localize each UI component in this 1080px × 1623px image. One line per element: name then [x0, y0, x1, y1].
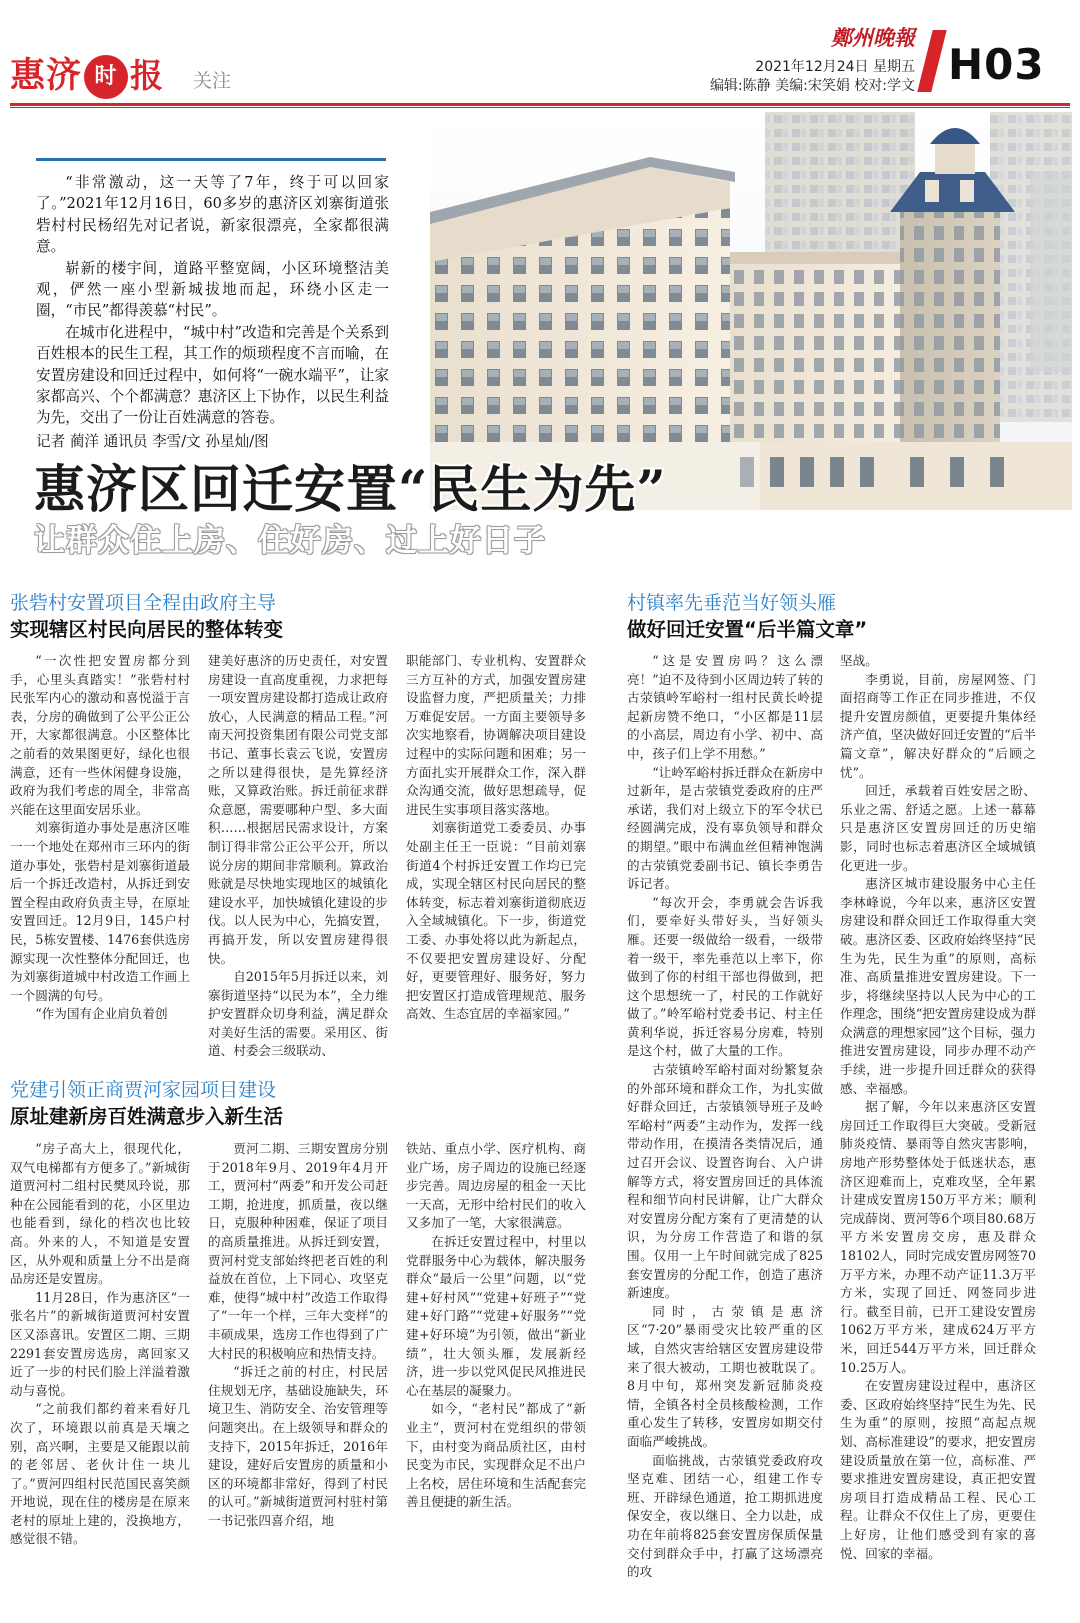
page-headline: 惠济区回迁安置“民生为先” [34, 460, 667, 520]
paragraph: 在安置房建设过程中，惠济区委、区政府始终坚持“民生为先、民生为重”的原则，按照“高起点规划、高标准建设”的要求，把安置房建设质量放在第一位，高标准、严要求推进安置房建设，真正把安置房项目打造成精品工程、民心工程。让群众不仅住上了房，更要住上好房，让他们感受到有家的喜悦、回家的幸福。 [840, 1378, 1036, 1561]
brand-name-a: 惠济 [10, 56, 83, 96]
intro-rule [36, 158, 386, 161]
page-number-slash [917, 30, 946, 92]
paragraph: 贾河二期、三期安置房分别于2018年9月、2019年4月开工，贾河村“两委”和开发公司赶工期，抢进度，抓质量，夜以继日，克服种种困难，保证了项目的高质量推进。从拆迁到安置，贾河村党支部始终把老百姓的利益放在首位，上下同心、攻坚克难，使得“城中村”改造工作取得了“一年一个样，三年大变样”的丰硕成果，选房工作也得到了广大村民的积极响应和热情支持。 [208, 1141, 388, 1361]
intro-paragraph: 崭新的楼宇间，道路平整宽阔，小区环境整洁美观，俨然一座小型新城拔地而起，环绕小区走一圈，“市民”都得羡慕“村民”。 [36, 259, 389, 320]
intro-paragraph: “非常激动，这一天等了7年，终于可以回家了。”2021年12月16日，60多岁的惠济区刘寨街道张砦村村民杨绍先对记者说，新家很漂亮，全家都很满意。 [36, 174, 389, 256]
intro-text [36, 172, 389, 452]
paper-logo: 鄭州晚報 [831, 25, 915, 50]
paragraph: “作为国有企业肩负着创 [35, 1006, 168, 1022]
paragraph: 在拆迁安置过程中，村里以党群服务中心为载体，解决服务群众“最后一公里”问题，以“党建+好村风”“党建+好班子”“党建+好门路”“党建+好服务”“党建+好环境”为引领，做出“新业绩”，壮大领头雁，发展新经济，进一步以党风促民风推进民心在基层的凝聚力。 [406, 1233, 586, 1398]
paragraph: “拆迁之前的村庄，村民居住规划无序，基础设施缺失，环境卫生、消防安全、治安管理等问题突出。在上级领导和群众的支持下，2015年拆迁，2016年建设，建好后安置房的质量和小区的环境都非常好，得到了村民的认可。”新城街道贾河村驻村第一书记张四喜介绍，地 [208, 1364, 388, 1528]
paragraph: 职能部门、专业机构、安置群众三方互补的方式，加强安置房建设监督力度，严把质量关；力排万难促安居。一方面主要领导多次实地察看，协调解决项目建设过程中的实际问题和困难；另一方面扎实开展群众工作，深入群众沟通交流，做好思想疏导，促进民生实事项目落实落地。 [406, 653, 586, 817]
brand-badge: 时 [84, 55, 128, 99]
intro-paragraph: 在城市化进程中，“城中村”改造和完善是个关系到百姓根本的民生工程，其工作的烦琐程度不言而喻，在安置房建设和回迁过程中，如何将“一碗水端平”，让家家都高兴、个个都满意？惠济区上下协作，以民生利益为先，交出了一份让百姓满意的答卷。 [36, 323, 389, 427]
article1-col2 [208, 652, 388, 1059]
paragraph: 李勇说，目前，房屋网签、门面招商等工作正在同步推进，不仅提升安置房颜值，更要提升集体经济产值，坚决做好回迁安置的“后半篇文章”，解决好群众的“后顾之忧”。 [840, 671, 1036, 780]
paragraph: 11月28日，作为惠济区“一张名片”的新城街道贾河村安置区又添喜讯。安置区二期、三期2291套安置房选房，离回家又近了一步的村民们脸上洋溢着激动与喜悦。 [10, 1289, 190, 1398]
brand-name-b: 报 [130, 56, 165, 95]
masthead [0, 0, 1080, 102]
article2-col2 [208, 1140, 388, 1540]
paragraph: 刘寨街道党工委委员、办事处副主任王一臣说：“目前刘寨街道4个村拆迁安置工作均已完成，实现全辖区村民向居民的整体转变，标志着刘寨街道彻底迈入全域城镇化。下一步，街道党工委、办事处将以此为新起点，不仅要把安置房建设好、分配好，更要管理好、服务好，努力把安置区打造成管理规范、服务高效、生态宜居的幸福家园。” [406, 820, 586, 1022]
paper-brand [10, 48, 164, 99]
paragraph: 回迁，承载着百姓安居之盼、乐业之需、舒适之愿。上述一幕幕只是惠济区安置房回迁的历史缩影，同时也标志着惠济区全域城镇化更进一步。 [840, 783, 1036, 873]
article1-col3 [406, 652, 586, 1034]
paragraph: “每次开会，李勇就会告诉我们，要牵好头带好头，当好领头雁。还要一级做给一级看，一级带着一级干，率先垂范以上率下，你做到了你的村组干部也得做到，把这个思想统一了，村民的工作就好做了。”岭军峪村党委书记、村主任黄利华说，拆迁容易分房难，特别是这个村，做了大量的工作。 [627, 894, 823, 1059]
paragraph: 据了解，今年以来惠济区安置房回迁工作取得巨大突破。受新冠肺炎疫情、暴雨等自然灾害影响，房地产形势整体处于低迷状态，惠济区迎难而上，克难攻坚，全年累计建成安置房150万平方米；顺利完成薛岗、贾河等6个项目80.68万平方米安置房交房，惠及群众18102人，同时完成安置房网签70万平方米，办理不动产证11.3万平方米，实现了回迁、网签同步进行。截至目前，已开工建设安置房1062万平方米，建成624万平方米，回迁544万平方米，回迁群众10.25万人。 [840, 1099, 1036, 1375]
paragraph: 铁站、重点小学、医疗机构、商业广场，房子周边的设施已经逐步完善。周边房屋的租金一天比一天高，无形中给村民们的收入又多加了一笔，大家很满意。 [406, 1141, 586, 1231]
paragraph: 建美好惠济的历史责任，对安置房建设一直高度重视，力求把每一项安置房建设都打造成让政府放心，人民满意的精品工程。”河南天河投资集团有限公司党支部书记、董事长袁云飞说，安置房之所以建得很快，是先算经济账，又算政治账。拆迁前征求群众意愿，需要哪种户型、多大面积……根据居民需求设计，方案制订得非常公正公平公开，所以说分房的期间非常顺利。算政治账就是尽快地实现地区的城镇化建设水平，加快城镇化建设的步伐。以人民为中心，先搞安置，再搞开发，所以安置房建得很快。 [208, 653, 388, 966]
paragraph: “一次性把安置房都分到手，心里头真踏实！”张砦村村民张军内心的激动和喜悦溢于言表，分房的确做到了公平公正公开，大家都很满意。小区整体比之前看的效果图更好，绿化也很满意，还有一些休闲健身设施，政府为我们考虑的周全，非常高兴能在这里面安居乐业。 [10, 653, 190, 817]
issue-date: 2021年12月24日 星期五 [755, 59, 915, 75]
article2-kicker: 党建引领正商贾河家园项目建设 [10, 1079, 277, 1101]
paragraph: 坚战。 [840, 653, 878, 668]
article3-col1 [627, 652, 823, 1602]
article3-kicker: 村镇率先垂范当好领头雁 [627, 592, 837, 614]
editors-line: 编辑:陈静 美编:宋笑娟 校对:学文 [709, 78, 915, 94]
paragraph: 如今，“老村民”都成了“新业主”，贾河村在党组织的带领下，由村变为商品质社区，由村民变为市民，实现群众足不出户上名校，居住环境和生活配套完善且便捷的新生活。 [406, 1401, 586, 1510]
article2-col1 [10, 1140, 190, 1547]
byline: 记者 蔺洋 通讯员 李雪/文 孙星灿/图 [36, 432, 269, 450]
article2-col3 [406, 1140, 586, 1540]
article3-col2 [840, 652, 1036, 1602]
article1-kicker: 张砦村安置项目全程由政府主导 [10, 592, 277, 614]
paragraph: “让岭军峪村拆迁群众在新房中过新年，是古荥镇党委政府的庄严承诺，我们对上级立下的军令状已经圆满完成，没有辜负领导和群众的期望。”眼中布满血丝但精神饱满的古荥镇党委副书记、镇长李勇告诉记者。 [627, 764, 823, 892]
article1-col1 [10, 652, 190, 1034]
page-number: H03 [948, 40, 1045, 89]
paragraph: 同时，古荥镇是惠济区“7·20”暴雨受灾比较严重的区域，自然灾害给辖区安置房建设带来了很大被动，工期也被耽误了。8月中旬，郑州突发新冠肺炎疫情，全镇各村全员核酸检测，工作重心发生了转移，安置房如期交付面临严峻挑战。 [627, 1303, 823, 1449]
section-label: 关注 [193, 70, 232, 92]
paragraph: 面临挑战，古荥镇党委政府攻坚克难、团结一心，组建工作专班、开辟绿色通道，抢工期抓进度保安全，夜以继日、全力以赴，成功在年前将825套安置房保质保量交付到群众手中，打赢了这场漂亮的攻 [627, 1452, 823, 1580]
paragraph: 惠济区城市建设服务中心主任李林峰说，今年以来，惠济区安置房建设和群众回迁工作取得重大突破。惠济区委、区政府始终坚持“民生为先，民生为重”的原则，高标准、高质量推进安置房建设。下一步，将继续坚持以人民为中心的工作理念，围绕“把安置房建设成为群众满意的理想家园”这个目标，强力推进安置房建设，同步办理不动产手续，进一步提升回迁群众的获得感、幸福感。 [840, 876, 1036, 1096]
masthead-rule-thin [10, 107, 1070, 108]
article2-head: 原址建新房百姓满意步入新生活 [10, 1105, 284, 1128]
paragraph: 古荥镇岭军峪村面对纷繁复杂的外部环境和群众工作，为扎实做好群众回迁，古荥镇领导班子及岭军峪村“两委”主动作为，发挥一线带动作用，在摸清各类情况后，通过召开会议、设置咨询台、入户讲解等方式，将安置房回迁的具体流程和细节向村民讲解，让广大群众对安置房分配方案有了更清楚的认识，为分房工作营造了和谐的氛围。仅用一上午时间就完成了825套安置房的分配工作，创造了惠济新速度。 [627, 1062, 823, 1301]
issue-meta [709, 25, 915, 96]
paragraph: 刘寨街道办事处是惠济区唯一一个地处在郑州市三环内的街道办事处，张砦村是刘寨街道最后一个拆迁改造村，从拆迁到安置全程由政府负责主导，在原址安置回迁。12月9日，145户村民，5栋安置楼、1476套供选房源实现一次性整体分配回迁，也为刘寨街道城中村改造工作画上一个圆满的句号。 [10, 820, 190, 1003]
paragraph: “房子高大上，很现代化，双气电梯都有方便多了。”新城街道贾河村二组村民樊凤玲说，那种在公园能看到的花，小区里边也能看到，绿化的档次也比较高。外来的人，不知道是安置区，从外观和质量上分不出是商品房还是安置房。 [10, 1141, 190, 1287]
paragraph: “这是安置房吗？这么漂亮！”迫不及待到小区周边转了转的古荥镇岭军峪村一组村民黄长岭提起新房赞不绝口，“小区都是11层的小高层，周边有小学、初中、高中，孩子们上学不用愁。” [627, 653, 823, 761]
masthead-rule [10, 103, 1070, 106]
paragraph: 自2015年5月拆迁以来，刘寨街道坚持“以民为本”，全力维护安置群众切身利益，满足群众对美好生活的需要。采用区、街道、村委会三级联动、 [208, 969, 388, 1059]
article3-head: 做好回迁安置“后半篇文章” [627, 618, 868, 641]
paragraph: “之前我们都约着来看好几次了，环境跟以前真是天壤之别，高兴啊，主要是又能跟以前的老邻居、老伙计住一块儿了。”贾河四组村民范国民喜笑颜开地说，现在住的楼房是在原来老村的原址上建的，没换地方，感觉很不错。 [10, 1401, 190, 1547]
article1-head: 实现辖区村民向居民的整体转变 [10, 618, 284, 641]
page-subheadline: 让群众住上房、住好房、过上好日子 [34, 523, 546, 559]
